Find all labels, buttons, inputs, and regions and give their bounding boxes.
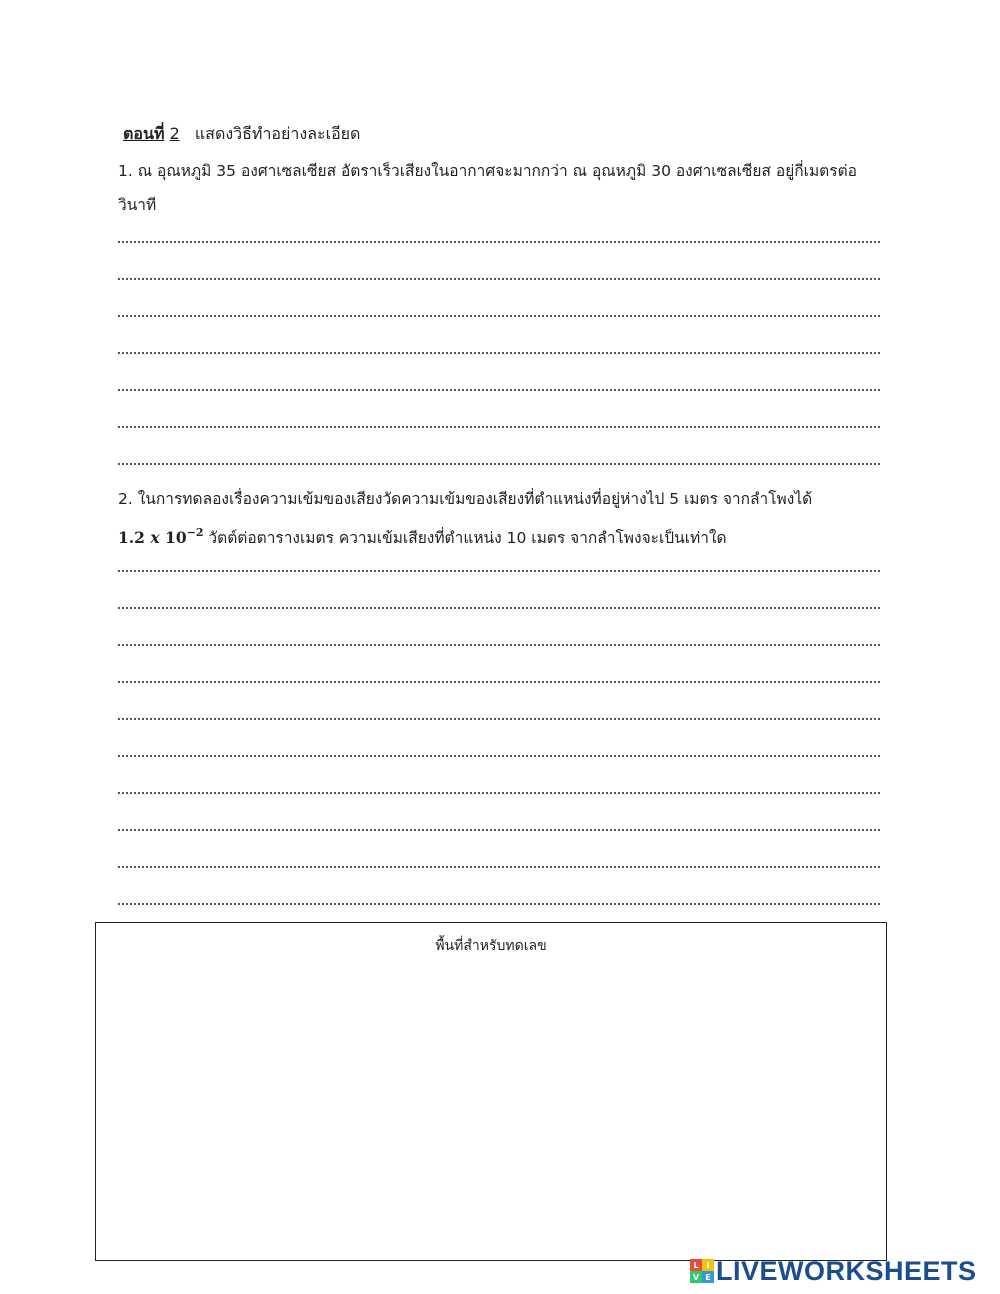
question-2 xyxy=(118,482,888,555)
intensity-value xyxy=(118,528,203,547)
logo-letter-i: I xyxy=(702,1259,714,1271)
times-symbol: x xyxy=(150,528,160,547)
question-2-line-2 xyxy=(118,516,888,555)
question-1 xyxy=(118,154,888,222)
answer-line-q2-7[interactable] xyxy=(118,792,880,794)
power-exponent: −2 xyxy=(186,526,204,539)
question-1-line-1: 1. ณ อุณหภูมิ 35 องศาเซลเซียส อัตราเร็วเสียงในอากาศจะมากกว่า ณ อุณหภูมิ 30 องศาเซลเซียส อยู่กี่เมตรต่อ xyxy=(118,162,857,180)
answer-line-q1-7[interactable] xyxy=(118,463,880,465)
answer-line-q2-3[interactable] xyxy=(118,644,880,646)
answer-line-q1-5[interactable] xyxy=(118,389,880,391)
answer-line-q2-4[interactable] xyxy=(118,681,880,683)
scratch-area-label: พื้นที่สำหรับทดเลข xyxy=(435,938,547,954)
answer-line-q2-9[interactable] xyxy=(118,866,880,868)
answer-line-q1-1[interactable] xyxy=(118,241,880,243)
logo-letter-v: V xyxy=(690,1271,702,1283)
section-title: แสดงวิธีทำอย่างละเอียด xyxy=(194,124,361,143)
answer-line-q1-6[interactable] xyxy=(118,426,880,428)
question-2-line-2-text: วัตต์ต่อตารางเมตร ความเข้มเสียงที่ตำแหน่ง 10 เมตร จากลำโพงจะเป็นเท่าใด xyxy=(208,529,727,547)
answer-line-q1-2[interactable] xyxy=(118,278,880,280)
answer-line-q1-4[interactable] xyxy=(118,352,880,354)
logo-letter-e: E xyxy=(702,1271,714,1283)
answer-line-q1-3[interactable] xyxy=(118,315,880,317)
section-heading xyxy=(123,122,360,147)
liveworksheets-logo-icon xyxy=(690,1259,714,1283)
brand-wordmark: LIVEWORKSHEETS xyxy=(716,1255,977,1286)
section-part-number: 2 xyxy=(169,124,180,143)
logo-letter-l: L xyxy=(690,1259,702,1271)
answer-line-q2-6[interactable] xyxy=(118,755,880,757)
power-base: 10 xyxy=(165,528,187,547)
question-2-line-1: 2. ในการทดลองเรื่องความเข้มของเสียงวัดความเข้มของเสียงที่ตำแหน่งที่อยู่ห่างไป 5 เมตร จากลำโพงได้ xyxy=(118,490,813,508)
scratch-work-area[interactable] xyxy=(95,922,887,1261)
answer-line-q2-10[interactable] xyxy=(118,903,880,905)
question-1-line-2: วินาที xyxy=(118,196,157,214)
answer-line-q2-1[interactable] xyxy=(118,570,880,572)
section-part-label: ตอนที่ xyxy=(123,124,165,143)
answer-line-q2-5[interactable] xyxy=(118,718,880,720)
liveworksheets-brand xyxy=(690,1255,977,1287)
answer-line-q2-8[interactable] xyxy=(118,829,880,831)
answer-line-q2-2[interactable] xyxy=(118,607,880,609)
intensity-coefficient: 1.2 xyxy=(118,528,145,547)
